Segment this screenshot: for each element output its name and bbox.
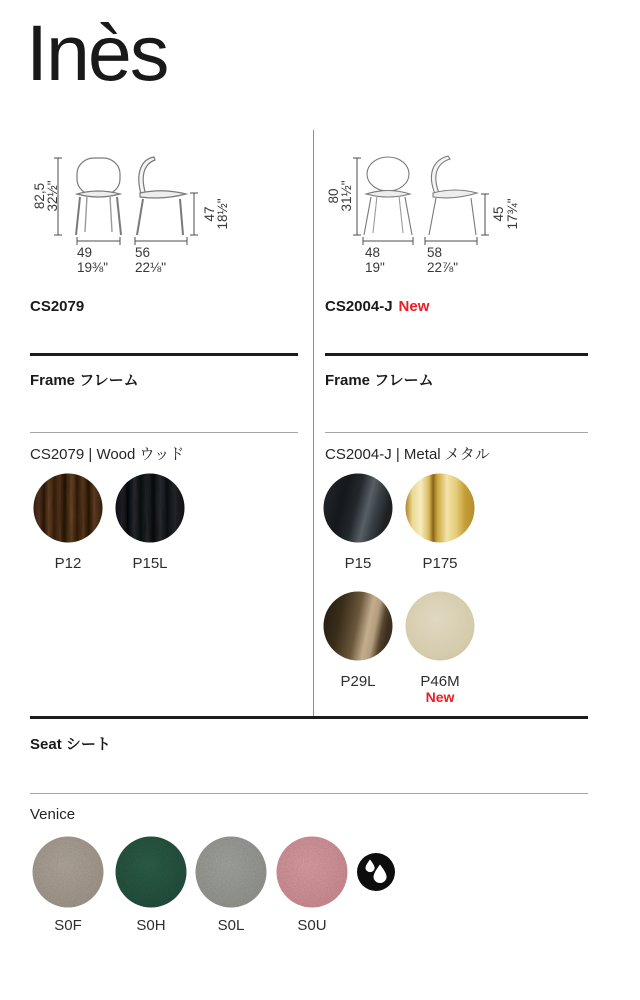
page-title: Inès <box>26 8 168 97</box>
subsection-rule <box>325 432 588 433</box>
swatch-code: S0L <box>217 917 245 934</box>
finish-swatch-p12 <box>33 473 103 543</box>
finish-swatch-p175 <box>405 473 475 543</box>
fabric-swatch-s0u <box>276 836 348 908</box>
dim-seat-in: 18½" <box>215 198 230 230</box>
swatch-code: P175 <box>422 555 458 572</box>
dim-seat-cm: 45 <box>491 206 506 222</box>
dim-height-cm: 82,5 <box>32 182 47 210</box>
swatch-code: S0H <box>136 917 166 934</box>
section-rule <box>30 716 588 719</box>
water-drops-icon <box>356 852 396 892</box>
fabric-swatch-s0h <box>115 836 187 908</box>
finish-swatch-p15 <box>323 473 393 543</box>
frame-section-header-left: Frame フレーム <box>30 372 139 389</box>
model-code-right-text: CS2004-J <box>325 298 393 315</box>
section-rule <box>325 353 588 356</box>
subsection-rule <box>30 793 588 794</box>
model-code-right <box>325 298 429 315</box>
finish-swatch-p29l <box>323 591 393 661</box>
frame-section-header-right: Frame フレーム <box>325 372 434 389</box>
dim-seat-in: 17¾" <box>505 198 520 230</box>
finish-group-right: CS2004-J | Metal メタル <box>325 446 490 463</box>
dim-height-in: 32½" <box>45 180 60 212</box>
fabric-name: Venice <box>30 806 76 823</box>
swatch-code: P15L <box>132 555 168 572</box>
finish-swatch-p46m <box>405 591 475 661</box>
new-badge: New <box>425 689 455 705</box>
dim-seat-cm: 47 <box>202 206 217 222</box>
swatch-code: P15 <box>344 555 372 572</box>
chair-side-view-wood <box>137 157 186 235</box>
dim-depth-in: 22⅞" <box>427 260 459 275</box>
subsection-rule <box>30 432 298 433</box>
new-badge: New <box>398 298 430 315</box>
swatch-code: P12 <box>54 555 82 572</box>
chair-front-view-metal <box>364 157 412 235</box>
chair-side-view-metal <box>429 156 477 235</box>
model-code-left-text: CS2079 <box>30 298 85 315</box>
chair-front-view-wood <box>76 158 121 235</box>
fabric-swatch-s0f <box>32 836 104 908</box>
dim-depth-cm: 58 <box>427 245 443 260</box>
dim-width-in: 19" <box>365 260 385 275</box>
dim-width-cm: 48 <box>365 245 381 260</box>
swatch-code: S0F <box>54 917 82 934</box>
dimension-diagram-left <box>30 142 298 282</box>
swatch-code: P29L <box>340 673 376 690</box>
dimension-diagram-right <box>325 142 590 282</box>
swatch-code: S0U <box>297 917 327 934</box>
swatch-code: P46M <box>420 673 460 690</box>
finish-group-left: CS2079 | Wood ウッド <box>30 446 185 463</box>
dim-height-cm: 80 <box>326 188 341 204</box>
finish-swatch-p15l <box>115 473 185 543</box>
model-code-left <box>30 298 84 315</box>
seat-section-header: Seat シート <box>30 736 111 753</box>
dim-width-cm: 49 <box>77 245 93 260</box>
fabric-swatch-s0l <box>195 836 267 908</box>
dim-width-in: 19⅜" <box>77 260 109 275</box>
section-rule <box>30 353 298 356</box>
dim-depth-in: 22⅛" <box>135 260 167 275</box>
dim-depth-cm: 56 <box>135 245 151 260</box>
dim-height-in: 31½" <box>339 180 354 212</box>
column-divider <box>313 130 314 716</box>
